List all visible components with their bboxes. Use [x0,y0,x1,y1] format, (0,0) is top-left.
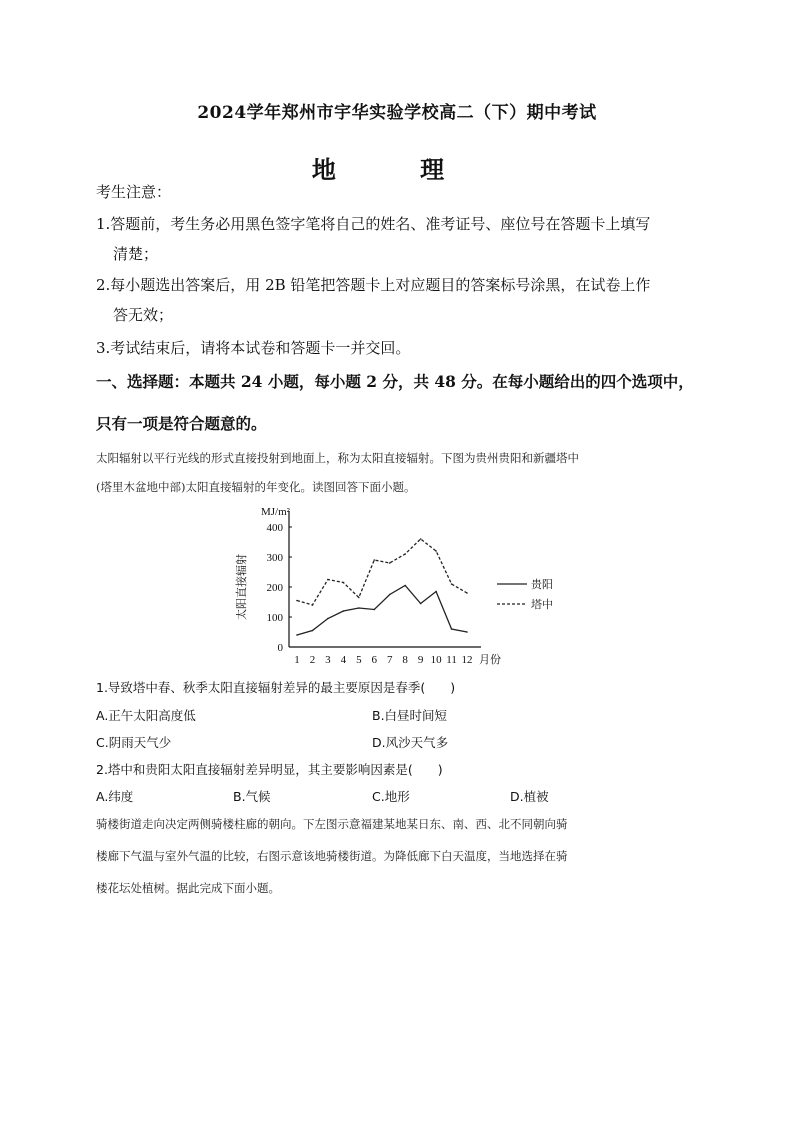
data-point [420,603,422,605]
y-tick-label: 300 [266,552,283,564]
notice-item-1-line2: 清楚； [113,245,159,263]
material-1-line1: 太阳辐射以平行光线的形式直接投射到地面上，称为太阳直接辐射。下图为贵州贵阳和新疆塔中 [96,451,579,465]
notice-item-1-line1: 1.答题前，考生务必用黑色签字笔将自己的姓名、准考证号、座位号在答题卡上填写 [96,215,651,233]
x-tick-label: 11 [446,654,457,666]
material-2-line1: 骑楼街道走向决定两侧骑楼柱廊的朝向。下左图示意福建某地某日东、南、西、北不同朝向骑 [96,817,568,831]
notice-item-2-line1: 2.每小题选出答案后，用 2B 铅笔把答题卡上对应题目的答案标号涂黑，在试卷上作 [96,276,651,294]
data-point [327,618,329,620]
radiation-chart-svg [235,502,555,670]
material-2-line3: 楼花坛处植树。据此完成下面小题。 [96,881,280,895]
data-point [296,600,298,602]
y-unit-label: MJ/m² [261,506,290,518]
x-tick-label: 10 [430,654,442,666]
data-point [327,579,329,581]
material-1-line2: (塔里木盆地中部)太阳直接辐射的年变化。读图回答下面小题。 [96,480,416,494]
notice-item-2 [96,270,706,330]
y-axis-title: 太阳直接辐射 [236,554,248,620]
data-point [312,630,314,632]
data-point [404,553,406,555]
notice-heading: 考生注意： [96,183,172,201]
question-1-option-c[interactable]: C.阴雨天气少 [96,735,172,750]
data-point [404,585,406,587]
question-1-option-a[interactable]: A.正午太阳高度低 [96,708,196,723]
question-1-stem: 1.导致塔中春、秋季太阳直接辐射差异的最主要原因是春季( ) [96,680,456,695]
x-tick-label: 4 [340,654,347,666]
x-axis-title: 月份 [479,654,501,666]
legend-label-2: 塔中 [531,599,553,611]
x-tick-label: 9 [417,654,424,666]
y-tick-label: 400 [266,522,283,534]
data-point [451,583,453,585]
y-tick-label: 200 [266,582,283,594]
question-1-option-b[interactable]: B.白昼时间短 [372,708,448,723]
notice-item-1 [96,209,706,269]
section-heading-line2: 只有一项是符合题意的。 [96,414,267,433]
data-point [296,634,298,636]
data-point [358,607,360,609]
question-1-option-d[interactable]: D.风沙天气多 [372,735,449,750]
data-point [373,559,375,561]
series-line-1 [297,586,467,636]
data-point [373,609,375,611]
question-2-option-a[interactable]: A.纬度 [96,789,134,804]
data-point [389,594,391,596]
section-heading-line1: 一、选择题：本题共 24 小题，每小题 2 分，共 48 分。在每小题给出的四个选项中， [96,372,694,391]
y-tick-label: 100 [266,612,283,624]
data-point [466,631,468,633]
data-point [451,628,453,630]
notice-item-3: 3.考试结束后，请将本试卷和答题卡一并交回。 [96,339,411,357]
series-line-2 [297,539,467,605]
x-tick-label: 6 [371,654,378,666]
data-point [466,592,468,594]
x-tick-label: 12 [461,654,473,666]
x-tick-label: 7 [386,654,393,666]
data-point [435,591,437,593]
x-tick-label: 5 [356,654,362,666]
question-2-option-b[interactable]: B.气候 [233,789,271,804]
data-point [389,562,391,564]
material-2-line2: 楼廊下气温与室外气温的比较，右图示意该地骑楼街道。为降低廊下白天温度，当地选择在骑 [96,849,568,863]
data-point [420,538,422,540]
data-point [343,582,345,584]
subject-title: 地 理 [311,155,483,184]
x-tick-label: 8 [402,654,408,666]
x-tick-label: 1 [294,654,300,666]
notice-item-2-line2: 答无效； [113,306,174,324]
x-tick-label: 3 [325,654,331,666]
data-point [435,550,437,552]
question-2-stem: 2.塔中和贵阳太阳直接辐射差异明显，其主要影响因素是( ) [96,762,443,777]
question-2-option-c[interactable]: C.地形 [372,789,410,804]
question-2-option-d[interactable]: D.植被 [510,789,549,804]
data-point [358,597,360,599]
x-tick-label: 2 [309,654,316,666]
radiation-chart [235,502,555,670]
y-tick-label: 0 [277,642,283,654]
exam-title: 2024学年郑州市宇华实验学校高二（下）期中考试 [197,103,597,123]
legend-label-1: 贵阳 [531,579,553,591]
data-point [343,610,345,612]
data-point [312,604,314,606]
